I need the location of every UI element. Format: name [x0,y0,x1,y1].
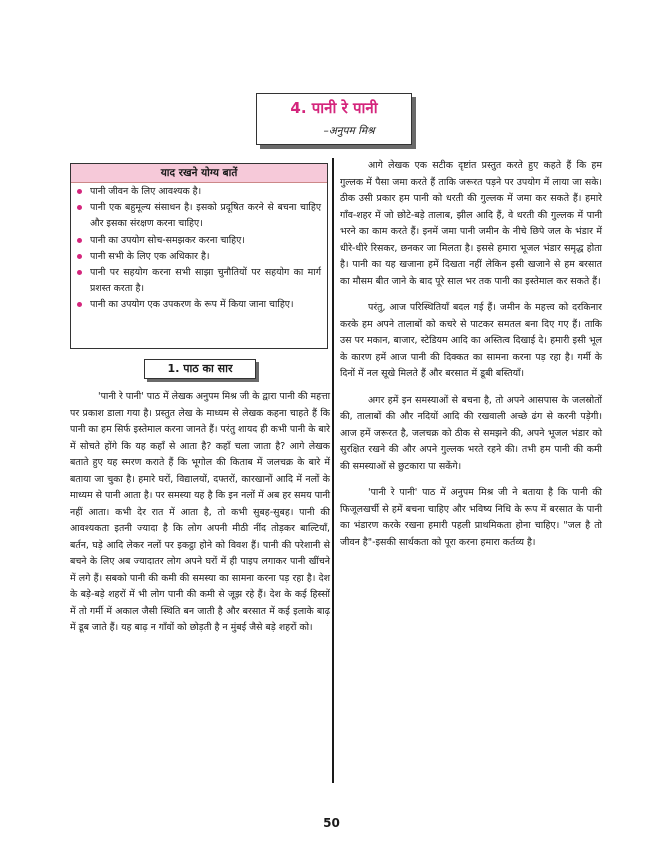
summary-paragraph: 'पानी रे पानी' पाठ में लेखक अनुपम मिश्र जी के द्वारा पानी की महत्ता पर प्रकाश डाला गया है। प्रस्तुत लेख के माध्यम से लेखक कहना चाहते हैं कि पानी का हम सिर्फ इस्तेमाल करना जानते हैं। परंतु शायद ही कभी पानी के बारे में सोचते होंगे कि यह कहाँ से आता है? कहाँ चला जाता है? आगे लेखक बताते हुए यह स्मरण कराते हैं कि भूगोल की किताब में जलचक्र के बारे में बताया जा चुका है। हमारे घरों, विद्यालयों, दफ्तरों, कारखानों आदि में नलों के माध्यम से पानी आता है। पर समस्या यह है कि इन नलों में अब हर समय पानी नहीं आता। कभी देर रात में आता है, तो कभी सुबह-सुबह। पानी की आवश्यकता इतनी ज्यादा है कि लोग अपनी मीठी नींद तोड़कर बाल्टियाँ, बर्तन, घड़े आदि लेकर नलों पर इकट्ठा होने को विवश हैं। पानी की परेशानी से बचने के लिए अब ज्यादातर लोग अपने घरों में ही पाइप लगाकर पानी खींचने में लगे हैं। सबको पानी की कमी की समस्या का सामना करना पड़ रहा है। देश के बड़े-बड़े शहरों में भी लोग पानी की कमी से जूझ रहे हैं। देश के कई हिस्सों में तो गर्मी में अकाल जैसी स्थिति बन जाती है और बरसात में कई इलाके बाढ़ में डूब जाते हैं। यह बाढ़ न गाँवों को छोड़ती है न मुंबई जैसे बड़े शहरों को। [70,391,330,633]
key-points-list [71,183,327,314]
key-points-box [70,163,328,349]
bullet-icon [77,270,82,275]
bullet-icon [77,205,82,210]
key-point-item [77,233,321,249]
key-point-text: पानी सभी के लिए एक अधिकार है। [90,250,210,262]
chapter-title: 4. पानी रे पानी [290,99,378,117]
chapter-author: –अनुपम मिश्र [323,125,375,137]
right-column [340,158,602,561]
body-paragraph: 'पानी रे पानी' पाठ में अनुपम मिश्र जी ने बताया है कि पानी की फिजूलखर्ची से हमें बचना चाहिए और भविष्य निधि के रूप में बरसात के पानी का भंडारण करके रखना हमारी पहली प्राथमिकता होना चाहिए। "जल है तो जीवन है"-इसकी सार्थकता को पूरा करना हमारा कर्तव्य है। [340,487,602,548]
bullet-icon [77,189,82,194]
bullet-icon [77,238,82,243]
page-number: 50 [323,816,340,830]
section-heading: 1. पाठ का सार [167,362,233,375]
body-paragraph: परंतु, आज परिस्थितियाँ बदल गई हैं। जमीन के महत्त्व को दरकिनार करके हम अपने तालाबों को कचरे से पाटकर समतल बना दिए गए हैं। ताकि उस पर मकान, बाजार, स्टेडियम आदि का अस्तित्व दिखाई दे। हमारी इसी भूल के कारण हमें आज पानी की दिक्कत का सामना करना पड़ रहा है। गर्मी के दिनों में नल सूखे मिलते हैं और बरसात में डूबी बस्तियाँ। [340,302,602,379]
key-point-text: पानी का उपयोग एक उपकरण के रूप में किया जाना चाहिए। [90,299,294,311]
key-point-text: पानी पर सहयोग करना सभी साझा चुनौतियों पर सहयोग का मार्ग प्रशस्त करता है। [90,267,321,295]
bullet-icon [77,302,82,307]
key-point-text: पानी का उपयोग सोच-समझकर करना चाहिए। [90,234,245,246]
key-point-text: पानी एक बहुमूल्य संसाधन है। इसको प्रदूषित करने से बचना चाहिए और इसका संरक्षण करना चाहिए। [90,202,321,230]
key-point-item [77,297,321,313]
key-point-item [77,200,321,232]
bullet-icon [77,254,82,259]
left-column [70,163,330,637]
key-point-item [77,265,321,297]
key-points-heading: याद रखने योग्य बातें [71,164,327,183]
column-divider [332,158,334,783]
body-paragraph: अगर हमें इन समस्याओं से बचना है, तो अपने आसपास के जलस्रोतों की, तालाबों की और नदियों आदि की रखवाली अच्छे ढंग से करनी पड़ेगी। आज हमें जरूरत है, जलचक्र को ठीक से समझने की, अपने भूजल भंडार को सुरक्षित रखने की और अपने गुल्लक भरते रहने की। तभी हम पानी की कमी की समस्याओं से छुटकारा पा सकेंगे। [340,394,602,472]
key-point-item [77,249,321,265]
section-heading-box [144,359,256,379]
body-paragraph: आगे लेखक एक सटीक दृष्टांत प्रस्तुत करते हुए कहते हैं कि हम गुल्लक में पैसा जमा करते हैं ताकि जरूरत पड़ने पर उपयोग में लाया जा सके। ठीक उसी प्रकार हम पानी को धरती की गुल्लक में जमा कर सकते हैं। हमारे गाँव-शहर में जो छोटे-बड़े तालाब, झील आदि हैं, वे धरती की गुल्लक में पानी भरने का काम करते हैं। इनमें जमा पानी जमीन के नीचे छिपे जल के भंडार में धीरे-धीरे रिसकर, छनकर जा मिलता है। इससे हमारा भूजल भंडार समृद्ध होता है। पानी का यह खजाना हमें दिखता नहीं लेकिन इसी खजाने से हम बरसात का मौसम बीत जाने के बाद पूरे साल भर तक पानी का इस्तेमाल कर सकते हैं। [340,160,602,287]
key-point-item [77,184,321,200]
chapter-title-box [256,93,412,145]
key-point-text: पानी जीवन के लिए आवश्यक है। [90,186,202,197]
